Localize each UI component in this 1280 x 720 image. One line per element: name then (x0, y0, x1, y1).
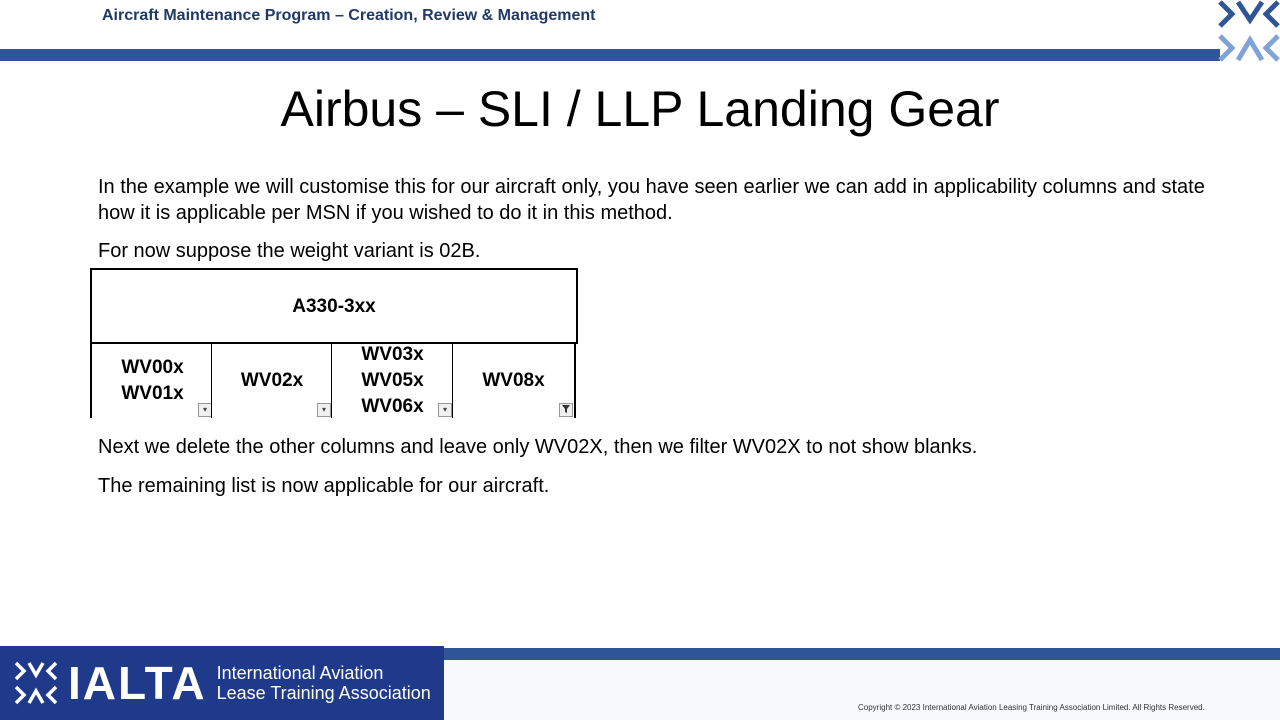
top-accent-bar (0, 49, 1220, 61)
column-wv02x (211, 344, 332, 418)
dropdown-arrow-icon[interactable]: ▾ (198, 403, 212, 417)
intro-paragraph: In the example we will customise this for our aircraft only, you have seen earlier we can add in applicability columns and state how it is applicable per MSN if you wished to do it in this method. (98, 176, 1205, 224)
copyright-notice: Copyright © 2023 International Aviation Leasing Training Association Limited. All Rights Reserved. (858, 703, 1205, 712)
cell-line: WV08x (482, 370, 545, 391)
brand-subtitle (217, 663, 431, 703)
delete-columns-paragraph: Next we delete the other columns and leave only WV02X, then we filter WV02X to not show blanks. (98, 436, 978, 458)
weight-variant-paragraph: For now suppose the weight variant is 02B. (98, 240, 481, 262)
ialta-mark-icon (14, 661, 58, 705)
header-title: Aircraft Maintenance Program – Creation, Review & Management (102, 7, 596, 24)
dropdown-arrow-icon[interactable]: ▾ (438, 403, 452, 417)
cell-line: WV05x (361, 370, 424, 391)
cell-line: WV01x (121, 383, 184, 404)
cell-line: WV02x (240, 370, 304, 391)
column-wv03x-wv05x-wv06x (331, 344, 453, 418)
filter-active-icon[interactable] (559, 403, 573, 417)
cell-line: WV03x (361, 344, 424, 365)
dropdown-arrow-icon[interactable]: ▾ (317, 403, 331, 417)
table-header: A330-3xx (90, 268, 578, 344)
cell-line: WV06x (361, 396, 424, 417)
brand-subtitle-line: Lease Training Association (216, 683, 431, 703)
cell-line: WV00x (121, 357, 184, 378)
slide-title: Airbus – SLI / LLP Landing Gear (280, 81, 1000, 137)
brand-subtitle-line: International Aviation (216, 663, 384, 683)
bottom-accent-bar (444, 648, 1280, 660)
table-row (90, 342, 576, 420)
ialta-footer-logo (0, 646, 444, 720)
remaining-list-paragraph: The remaining list is now applicable for our aircraft. (98, 475, 550, 497)
column-wv08x (452, 344, 576, 418)
brand-name: IALTA (68, 657, 207, 709)
ialta-mark-icon (1216, 0, 1280, 62)
column-wv00x-wv01x (90, 344, 213, 418)
weight-variant-table (90, 268, 576, 418)
